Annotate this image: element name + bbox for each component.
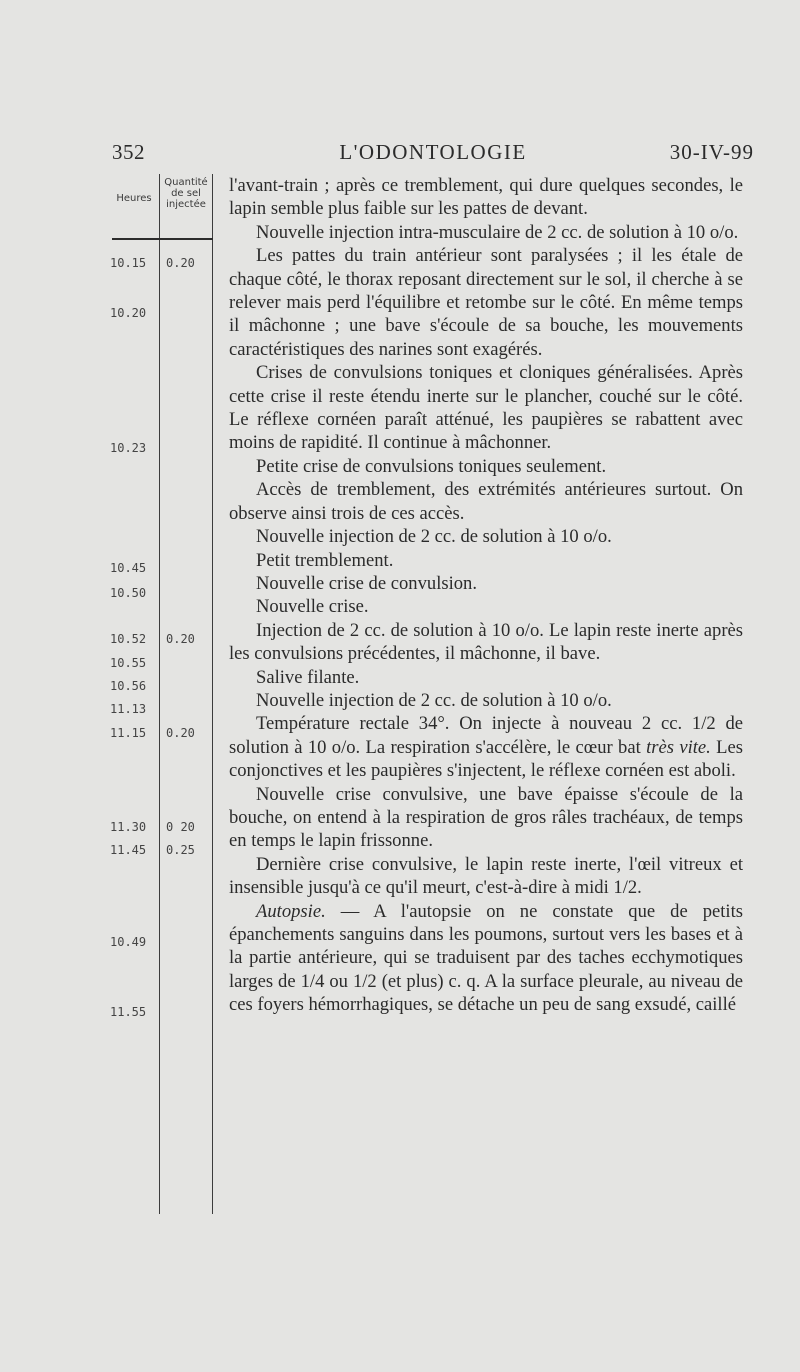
paragraph: Nouvelle injection de 2 cc. de solution à 10 o/o. [256, 689, 612, 711]
paragraph: l'avant-train ; après ce tremblement, qui dure quelques secondes, le lapin semble plus faible sur les pattes de devant. [229, 175, 743, 220]
time-cell: 10.23 [110, 441, 147, 455]
time-cell: 11.55 [110, 1005, 147, 1019]
section-heading-autopsie: Autopsie. [256, 900, 326, 922]
time-cell: 11.30 [110, 820, 147, 834]
paragraph: Nouvelle crise de convulsion. [256, 572, 478, 594]
qty-cell: 0.20 [166, 726, 195, 740]
time-cell: 10.56 [110, 679, 147, 693]
paragraph: Crises de convulsions toniques et cloniques généralisées. Après cette crise il reste étendu inerte sur le plancher, couché sur le côté. Le réflexe cornéen paraît atténué, les paupières se rabattent avec moins de rapidité. Il continue à mâchonner. [229, 362, 743, 454]
qty-cell: 0.25 [166, 843, 195, 857]
paragraph: Accès de tremblement, des extrémités antérieures surtout. On observe ainsi trois de ces accès. [229, 479, 743, 524]
paragraph: Nouvelle injection de 2 cc. de solution à 10 o/o. [256, 526, 612, 548]
page-header [112, 140, 754, 168]
paragraph: Injection de 2 cc. de solution à 10 o/o. Le lapin reste inerte après les convulsions précédentes, il mâchonne, il bave. [229, 619, 743, 665]
time-cell: 10.20 [110, 306, 147, 320]
time-cell: 10.45 [110, 561, 147, 575]
italic-text: très vite. [646, 736, 711, 758]
qty-cell: 0.20 [166, 256, 195, 270]
qty-cell: 0.20 [166, 632, 195, 646]
table-header-rule [112, 238, 213, 240]
paragraph: Nouvelle injection intra-musculaire de 2 cc. de solution à 10 o/o. [256, 221, 739, 243]
table-rule-right [212, 174, 213, 1214]
paragraph: Petite crise de convulsions toniques seulement. [256, 455, 607, 477]
journal-title: L'ODONTOLOGIE [339, 140, 527, 164]
text-segment: Température rectale 34°. On injecte à nouveau 2 cc. 1/2 de solution à 10 o/o. La respiration s'accélère, le cœur bat [229, 713, 743, 758]
time-cell: 11.13 [110, 702, 147, 716]
time-cell: 10.15 [110, 256, 147, 270]
paragraph: Les pattes du train antérieur sont paralysées ; il les étale de chaque côté, le thorax reposant directement sur le sol, il cherche à se relever mais perd l'équilibre et retombe sur le côté. En même temps il mâchonne ; une bave s'écoule de sa bouche, les mouvements caractéristiques des narines sont exagérés. [229, 245, 743, 360]
paragraph: Salive filante. [256, 666, 360, 688]
time-cell: 10.52 [110, 632, 147, 646]
column-header-quantity: Quantité de sel injectée [164, 177, 208, 210]
text-segment: Les conjonctives et les paupières s'injectent, le réflexe cornéen est aboli. [229, 736, 743, 782]
time-cell: 11.15 [110, 726, 147, 740]
time-cell: 10.55 [110, 656, 147, 670]
text-segment: — A l'autopsie on ne constate que de petits épanchements sanguins dans les poumons, surtout vers les bases et à la partie antérieure, qui se traduisent par des taches ecchymotiques larges de 1/4 ou 1/2 (et plus) c. q. A la surface pleurale, au niveau de ces foyers hémorrhagiques, se détache un peu de sang exsudé, caillé [229, 900, 743, 1016]
body-text [229, 174, 743, 1017]
time-cell: 11.45 [110, 843, 147, 857]
paragraph [229, 712, 743, 782]
paragraph: Nouvelle crise. [256, 596, 369, 618]
qty-cell: 0 20 [166, 820, 195, 834]
time-cell: 10.50 [110, 586, 147, 600]
paragraph: Petit tremblement. [256, 549, 394, 571]
table-rule-left [159, 174, 160, 1214]
paragraph: Nouvelle crise convulsive, une bave épaisse s'écoule de la bouche, on entend à la respiration de gros râles trachéaux, de temps en temps le lapin frissonne. [229, 783, 743, 852]
time-cell: 10.49 [110, 935, 147, 949]
issue-date: 30-IV-99 [669, 140, 754, 164]
column-header-hours: Heures [116, 193, 152, 204]
paragraph [229, 900, 743, 1017]
paragraph: Dernière crise convulsive, le lapin reste inerte, l'œil vitreux et insensible jusqu'à ce qu'il meurt, c'est-à-dire à midi 1/2. [229, 853, 743, 899]
page-number: 352 [112, 140, 145, 164]
